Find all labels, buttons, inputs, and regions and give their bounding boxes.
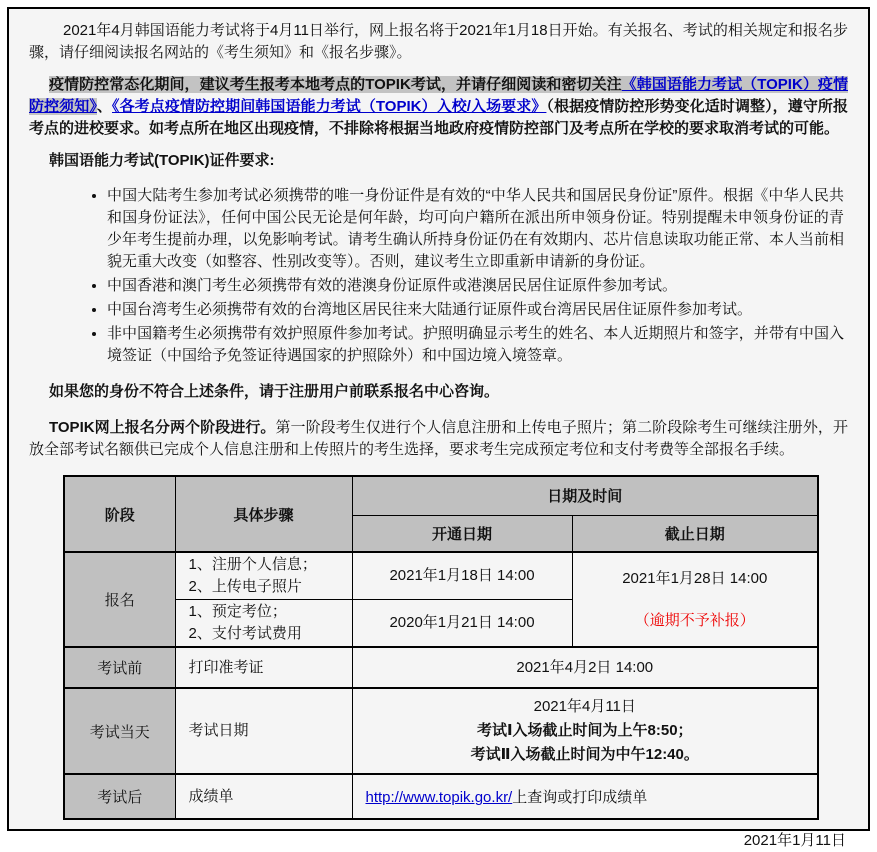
text-segment: 、 [96, 98, 112, 115]
header-open-date-cell: 开通日期 [352, 515, 572, 552]
exam-day-steps-cell: 考试日期 [175, 688, 352, 774]
exam-date-line: 2021年4月11日 [533, 698, 636, 715]
exam-day-date-cell [352, 688, 818, 774]
intro-paragraph: 2021年4月韩国语能力考试将于4月11日举行，网上报名将于2021年1月18日开始。有关报名、考试的相关规定和报名步骤，请仔细阅读报名网站的《考生须知》和《报名步骤》。 [29, 22, 848, 61]
id-requirement-item: • 中国台湾考生必须携带有效的台湾地区居民往来大陆通行证原件或台湾居民居住证原件参加考试。 [107, 299, 844, 321]
header-stage-cell: 阶段 [64, 476, 175, 552]
signup-steps1-cell [175, 552, 352, 600]
steps-line: 1、预定考位； [188, 603, 287, 620]
text-segment: 疫情防控常态化期间，建议考生报考本地考点的TOPIK考试，并请仔细阅读和密切关注 [49, 76, 622, 93]
table-row [64, 647, 818, 688]
stage-signup-cell: 报名 [64, 552, 175, 647]
id-requirement-item: • 中国香港和澳门考生必须携带有效的港澳身份证原件或港澳居民居住证原件参加考试。 [107, 275, 844, 297]
topik-website-link[interactable]: http://www.topik.go.kr/ [365, 789, 513, 806]
score-report-suffix: 上查询或打印成绩单 [512, 789, 648, 806]
close-date: 2021年1月28日 14:00 [622, 569, 768, 587]
stages-lead: TOPIK网上报名分两个阶段进行。 [49, 419, 276, 436]
text-segment: （根据疫情防控形势变化适时调整），遵守所报考点的进校要求。如考点所在地区出现疫情，不排除将根据当地政府疫情防控部门及考点所在学校的要求取消考试的可能。 [29, 98, 848, 137]
footer-date: 2021年1月11日 [743, 832, 846, 849]
stage-before-exam-cell: 考试前 [64, 647, 175, 688]
id-requirements-heading: 韩国语能力考试(TOPIK)证件要求: [49, 152, 275, 169]
table-row [64, 688, 818, 774]
stage-exam-day-cell: 考试当天 [64, 688, 175, 774]
signup-close-cell [572, 552, 818, 647]
steps-line: 1、注册个人信息； [188, 556, 317, 573]
close-note: （逾期不予补报） [634, 611, 755, 629]
id-requirement-item: • 中国大陆考生参加考试必须携带的唯一身份证件是有效的“中华人民共和国居民身份证”原件。根据《中华人民共和国身份证法》，任何中国公民无论是何年龄，均可向户籍所在派出所申领身份证。特别提醒未申领身份证的青少年考生提前办理，以免影响考试。请考生确认所持身份证仍在有效期内、芯片信息读取功能正常、本人当前相貌无重大改变（如整容、性别改变等）。否则，建议考生立即重新申请新的身份证。 [107, 185, 844, 273]
signup-steps2-cell [175, 600, 352, 648]
id-requirement-item: • 非中国籍考生必须携带有效护照原件参加考试。护照明确显示考生的姓名、本人近期照片和签字，并带有中国入境签证（中国给予免签证待遇国家的护照除外）和中国边境入境签章。 [107, 323, 844, 367]
stage-after-exam-cell: 考试后 [64, 774, 175, 819]
id-requirements-list [29, 185, 848, 367]
inline-link[interactable]: 《各考点疫情防控期间韩国语能力考试（TOPIK）入校/入场要求》 [112, 98, 547, 115]
after-exam-steps-cell: 成绩单 [175, 774, 352, 819]
table-row [64, 774, 818, 819]
exam1-cutoff-line: 考试Ⅰ入场截止时间为上午8:50； [476, 722, 693, 739]
stages-paragraph [29, 417, 848, 461]
table-row [64, 552, 818, 600]
signup-open2-cell: 2020年1月21日 14:00 [352, 600, 572, 648]
header-steps-cell: 具体步骤 [175, 476, 352, 552]
before-exam-date-cell: 2021年4月2日 14:00 [352, 647, 818, 688]
stages-rest: 第一阶段考生仅进行个人信息注册和上传电子照片；第二阶段除考生可继续注册外，开放全部考试名额供已完成个人信息注册和上传照片的考生选择，要求考生完成预定考位和支付考费等全部报名手续。 [29, 419, 848, 458]
page [7, 7, 870, 849]
exam2-cutoff-line: 考试Ⅱ入场截止时间为中午12:40。 [470, 746, 699, 763]
before-exam-steps-cell: 打印准考证 [175, 647, 352, 688]
id-requirements-note: 如果您的身份不符合上述条件，请于注册用户前联系报名中心咨询。 [49, 383, 500, 400]
steps-line: 2、支付考试费用 [188, 625, 302, 642]
header-close-date-cell: 截止日期 [572, 515, 818, 552]
score-report-cell [352, 774, 818, 819]
schedule-table [63, 475, 819, 820]
steps-line: 2、上传电子照片 [188, 578, 302, 595]
inline-link[interactable]: 《韩国语能力考试（TOPIK）疫情防控须知》 [29, 76, 848, 115]
covid-notice-paragraph [29, 74, 848, 140]
signup-open1-cell: 2021年1月18日 14:00 [352, 552, 572, 600]
header-datetime-cell: 日期及时间 [352, 476, 818, 515]
